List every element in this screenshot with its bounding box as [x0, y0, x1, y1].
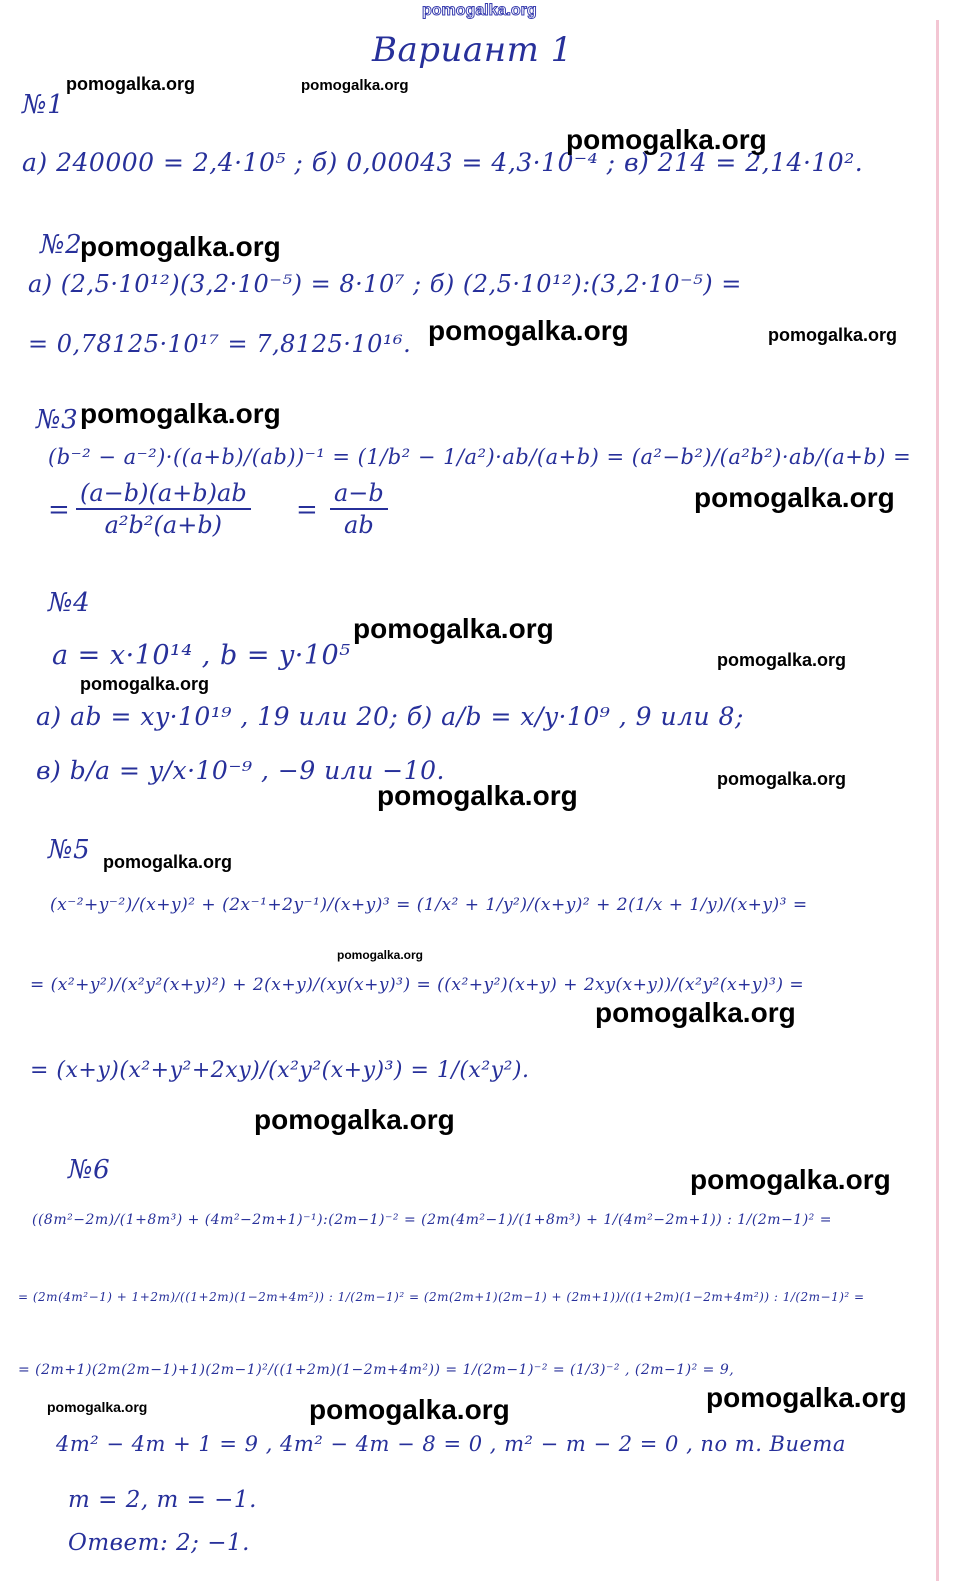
task6-line5: m = 2, m = −1. — [68, 1487, 257, 1513]
watermark: pomogalka.org — [768, 325, 898, 345]
task3-line1: (b⁻² − a⁻²)·((a+b)/(ab))⁻¹ = (1/b² − 1/a²)·ab/(a+b) = (a²−b²)/(a²b²)·ab/(a+b) = — [48, 445, 912, 469]
task6-line1: ((8m²−2m)/(1+8m³) + (4m²−2m+1)⁻¹):(2m−1)⁻² = (2m(4m²−1)/(1+8m³) + 1/(4m²−2m+1)) : 1/(2m−1)² = — [32, 1212, 832, 1228]
watermark: pomogalka.org — [301, 77, 409, 94]
task3-eq-start: = — [48, 495, 71, 525]
task5-line3: = (x+y)(x²+y²+2xy)/(x²y²(x+y)³) = 1/(x²y²). — [30, 1058, 530, 1083]
task6-line3: = (2m+1)(2m(2m−1)+1)(2m−1)²/((1+2m)(1−2m+4m²)) = 1/(2m−1)⁻² = (1/3)⁻² , (2m−1)² = 9, — [18, 1362, 735, 1378]
watermark: pomogalka.org — [717, 769, 847, 789]
watermark: pomogalka.org — [66, 74, 196, 94]
task6-line2: = (2m(4m²−1) + 1+2m)/((1+2m)(1−2m+4m²)) : 1/(2m−1)² = (2m(2m+1)(2m−1) + (2m+1))/((1+2m)(1−2m+4m²)) : 1/(2m−1)² = — [18, 1290, 865, 1304]
watermark: pomogalka.org — [103, 852, 233, 872]
watermark: pomogalka.org — [80, 674, 210, 694]
task5-line2: = (x²+y²)/(x²y²(x+y)²) + 2(x+y)/(xy(x+y)³) = ((x²+y²)(x+y) + 2xy(x+y))/(x²y²(x+y)³) = — [30, 975, 805, 995]
task2-line1: а) (2,5·10¹²)(3,2·10⁻⁵) = 8·10⁷ ; б) (2,5·10¹²):(3,2·10⁻⁵) = — [28, 270, 742, 298]
task3-fraction-1-numerator: (a−b)(a+b)ab — [76, 478, 251, 510]
task6-line4: 4m² − 4m + 1 = 9 , 4m² − 4m − 8 = 0 , m² − m − 2 = 0 , по т. Виета — [56, 1432, 846, 1456]
task3-fraction-1 — [76, 478, 251, 540]
task4-line2: а) ab = xy·10¹⁹ , 19 или 20; б) a/b = x/y·10⁹ , 9 или 8; — [36, 702, 744, 731]
task2-label: №2 — [40, 230, 83, 260]
watermark: pomogalka.org — [377, 780, 578, 811]
watermark: pomogalka.org — [694, 482, 895, 513]
watermark-top: pomogalka.org — [422, 2, 537, 19]
task4-label: №4 — [48, 588, 91, 618]
task5-label: №5 — [48, 835, 91, 865]
watermark: pomogalka.org — [595, 997, 796, 1028]
task5-line1: (x⁻²+y⁻²)/(x+y)² + (2x⁻¹+2y⁻¹)/(x+y)³ = (1/x² + 1/y²)/(x+y)² + 2(1/x + 1/y)/(x+y)³ = — [50, 895, 808, 915]
watermark: pomogalka.org — [337, 948, 424, 962]
watermark: pomogalka.org — [47, 1399, 148, 1415]
watermark: pomogalka.org — [254, 1104, 455, 1135]
task6-label: №6 — [68, 1155, 111, 1185]
task2-line2: = 0,78125·10¹⁷ = 7,8125·10¹⁶. — [28, 330, 412, 358]
watermark: pomogalka.org — [80, 231, 281, 262]
task3-fraction-2-numerator: a−b — [330, 478, 388, 510]
watermark: pomogalka.org — [428, 315, 629, 346]
page-title: Вариант 1 — [372, 30, 573, 70]
watermark: pomogalka.org — [309, 1394, 510, 1425]
watermark: pomogalka.org — [717, 650, 847, 670]
task1-line: а) 240000 = 2,4·10⁵ ; б) 0,00043 = 4,3·10⁻⁴ ; в) 214 = 2,14·10². — [22, 148, 864, 177]
watermark: pomogalka.org — [353, 613, 554, 644]
watermark: pomogalka.org — [80, 398, 281, 429]
task1-label: №1 — [22, 90, 65, 120]
margin-line — [936, 20, 939, 1581]
task3-fraction-1-denominator: a²b²(a+b) — [104, 511, 223, 539]
watermark: pomogalka.org — [566, 124, 767, 155]
watermark: pomogalka.org — [706, 1382, 907, 1413]
task6-line6: Ответ: 2; −1. — [68, 1530, 250, 1556]
task4-line1: a = x·10¹⁴ , b = y·10⁵ — [52, 640, 351, 671]
watermark: pomogalka.org — [690, 1164, 891, 1195]
task4-line3: в) b/a = y/x·10⁻⁹ , −9 или −10. — [36, 756, 445, 785]
task3-eq: = — [296, 495, 319, 525]
task3-fraction-2 — [330, 478, 388, 540]
task3-fraction-2-denominator: ab — [344, 511, 374, 539]
task3-label: №3 — [36, 405, 79, 435]
